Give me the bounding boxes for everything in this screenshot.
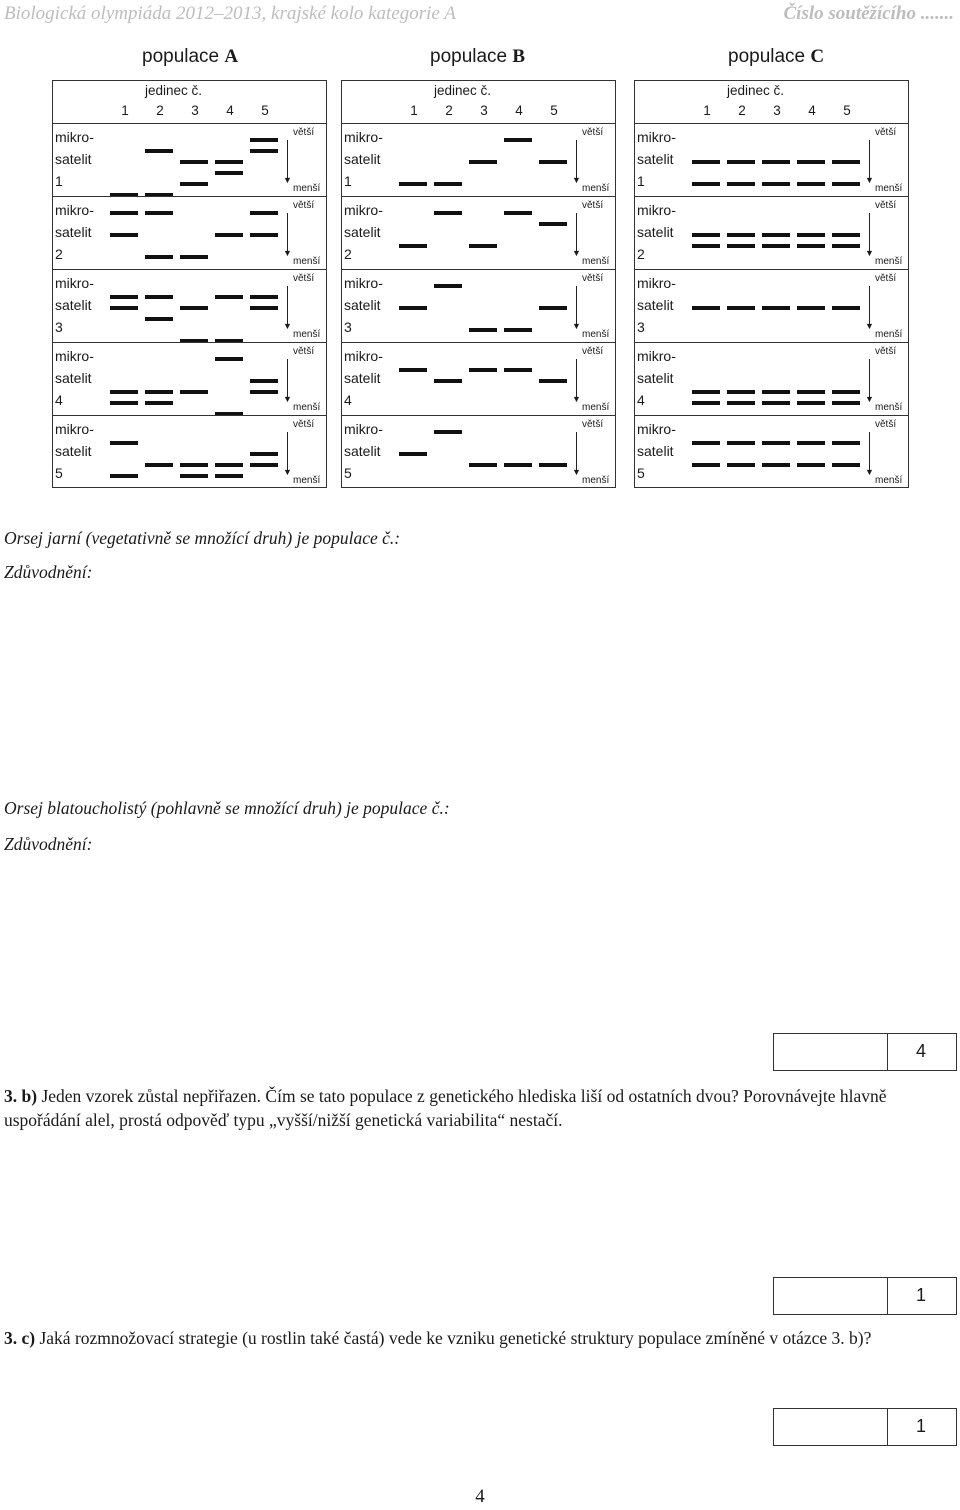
allele-band [180,390,208,394]
larger-label: větší [293,346,315,357]
allele-band [504,138,532,142]
microsatellite-row [635,415,908,488]
smaller-label: menší [293,402,321,413]
allele-band [504,368,532,372]
question-3b-text: Jeden vzorek zůstal nepřiřazen. Čím se tato populace z genetického hlediska liší od ostatních dvou? Porovnávejte hlavně uspořádání alel, prostá odpověď typu „vyšší/nižší genetická variabilita“ nestačí. [4,1086,887,1130]
allele-band [250,138,278,142]
microsatellite-label-line: mikro- [344,275,383,291]
microsatellite-number: 2 [344,246,352,262]
question-blatoucholisty [4,798,450,819]
microsatellite-number: 5 [55,465,63,481]
allele-band [797,463,825,467]
allele-band [145,295,173,299]
allele-band [250,390,278,394]
allele-band [762,244,790,248]
allele-band [434,211,462,215]
smaller-label: menší [293,183,321,194]
question-blatoucholisty-justification: Zdůvodnění: [4,834,93,854]
allele-band [832,441,860,445]
smaller-label: menší [875,475,903,486]
microsatellite-label [344,199,396,265]
allele-band [110,306,138,310]
smaller-label: menší [875,402,903,413]
microsatellite-label-line: mikro- [55,275,94,291]
allele-band [832,160,860,164]
arrow-down-icon: ▼ [865,248,874,258]
microsatellite-label-line: satelit [344,151,381,167]
arrow-down-icon: ▼ [865,175,874,185]
allele-band [692,182,720,186]
allele-band [180,463,208,467]
microsatellite-label [637,199,689,265]
arrow-down-icon: ▼ [572,394,581,404]
individual-number: 5 [843,103,851,118]
population-panel [52,80,327,488]
allele-band [727,441,755,445]
microsatellite-label-line: mikro- [55,348,94,364]
size-arrow [869,286,870,325]
allele-band [250,463,278,467]
allele-band [692,401,720,405]
microsatellite-label-line: satelit [55,443,92,459]
population-title [430,46,525,68]
larger-label: větší [293,127,315,138]
microsatellite-number: 1 [55,173,63,189]
microsatellite-number: 3 [344,319,352,335]
individual-number: 3 [480,103,488,118]
size-arrow [287,213,288,252]
microsatellite-label [344,126,396,192]
smaller-label: menší [875,183,903,194]
allele-band [727,244,755,248]
microsatellite-number: 3 [55,319,63,335]
microsatellite-label-line: satelit [637,297,674,313]
allele-band [469,160,497,164]
score-box-3c[interactable] [773,1277,957,1315]
allele-band [762,233,790,237]
individual-number: 3 [191,103,199,118]
allele-band [215,160,243,164]
allele-band [539,222,567,226]
arrow-down-icon: ▼ [572,175,581,185]
microsatellite-label [637,126,689,192]
arrow-down-icon: ▼ [283,248,292,258]
population-panel [341,80,616,488]
individual-header-label: jedinec č. [434,83,492,98]
size-arrow [869,359,870,398]
individual-number: 4 [808,103,816,118]
individual-number: 5 [550,103,558,118]
allele-band [434,430,462,434]
allele-band [399,306,427,310]
size-arrow [287,286,288,325]
microsatellite-label-line: mikro- [637,129,676,145]
allele-band [215,463,243,467]
microsatellite-row [53,269,326,342]
allele-band [250,295,278,299]
microsatellite-row [635,196,908,269]
microsatellite-number: 5 [344,465,352,481]
allele-band [797,160,825,164]
score-box-3b[interactable] [773,1033,957,1071]
allele-band [797,441,825,445]
individual-header-label: jedinec č. [727,83,785,98]
individual-number: 2 [445,103,453,118]
allele-band [399,452,427,456]
microsatellite-label-line: satelit [55,297,92,313]
allele-band [797,390,825,394]
allele-band [469,463,497,467]
allele-band [399,244,427,248]
score-box-final[interactable] [773,1408,957,1446]
microsatellite-label [55,272,107,338]
question-3c-text: Jaká rozmnožovací strategie (u rostlin také častá) vede ke vzniku genetické struktury populace zmíněné v otázce 3. b)? [35,1328,872,1348]
allele-band [692,233,720,237]
microsatellite-label-line: satelit [637,370,674,386]
microsatellite-label [55,199,107,265]
microsatellite-number: 2 [55,246,63,262]
allele-band [434,379,462,383]
allele-band [180,474,208,478]
allele-band [110,441,138,445]
allele-band [145,317,173,321]
allele-band [762,160,790,164]
size-arrow [287,140,288,179]
larger-label: větší [582,200,604,211]
allele-band [504,463,532,467]
allele-band [727,306,755,310]
header-left: Biologická olympiáda 2012–2013, krajské kolo kategorie A [4,3,456,24]
microsatellite-row [342,342,615,415]
arrow-down-icon: ▼ [865,394,874,404]
microsatellite-label [637,418,689,484]
smaller-label: menší [582,183,610,194]
size-arrow [869,140,870,179]
microsatellite-label-line: satelit [344,224,381,240]
allele-band [692,160,720,164]
individual-number: 4 [515,103,523,118]
allele-band [692,441,720,445]
individual-number: 1 [410,103,418,118]
allele-band [832,390,860,394]
allele-band [110,211,138,215]
microsatellite-number: 5 [637,465,645,481]
allele-band [469,244,497,248]
size-arrow [869,213,870,252]
larger-label: větší [582,273,604,284]
microsatellite-row [53,123,326,196]
allele-band [727,401,755,405]
individual-number: 1 [703,103,711,118]
allele-band [399,368,427,372]
question-blatoucholisty-prompt: Orsej blatoucholistý (pohlavně se množící druh) je populace č.: [4,798,450,818]
allele-band [250,149,278,153]
allele-band [110,474,138,478]
arrow-down-icon: ▼ [283,394,292,404]
question-3c [4,1326,959,1350]
microsatellite-label [637,345,689,411]
allele-band [250,379,278,383]
microsatellite-label-line: mikro- [637,348,676,364]
allele-band [727,463,755,467]
microsatellite-label-line: satelit [637,151,674,167]
allele-band [145,255,173,259]
allele-band [539,160,567,164]
arrow-down-icon: ▼ [572,321,581,331]
microsatellite-label-line: mikro- [637,421,676,437]
microsatellite-label-line: satelit [344,370,381,386]
allele-band [727,390,755,394]
smaller-label: menší [875,256,903,267]
allele-band [504,211,532,215]
allele-band [832,244,860,248]
microsatellite-row [342,269,615,342]
size-arrow [576,286,577,325]
population-title [728,46,824,68]
population-letter: B [512,46,526,67]
allele-band [145,149,173,153]
allele-band [797,233,825,237]
allele-band [434,284,462,288]
smaller-label: menší [293,329,321,340]
allele-band [832,233,860,237]
smaller-label: menší [875,329,903,340]
population-letter: A [224,46,239,67]
allele-band [145,211,173,215]
arrow-down-icon: ▼ [283,467,292,477]
allele-band [692,306,720,310]
population-prefix: populace [430,46,508,67]
arrow-down-icon: ▼ [572,467,581,477]
allele-band [180,255,208,259]
larger-label: větší [875,127,897,138]
size-arrow [576,213,577,252]
microsatellite-label [637,272,689,338]
population-panel [634,80,909,488]
individual-number: 1 [121,103,129,118]
allele-band [180,306,208,310]
allele-band [215,233,243,237]
microsatellite-label-line: mikro- [344,202,383,218]
microsatellite-label-line: mikro- [55,202,94,218]
microsatellite-label [344,418,396,484]
microsatellite-row [342,123,615,196]
smaller-label: menší [582,475,610,486]
microsatellite-label [55,418,107,484]
question-3b-number: 3. b) [4,1086,38,1106]
microsatellite-number: 4 [637,392,645,408]
larger-label: větší [293,419,315,430]
larger-label: větší [582,127,604,138]
allele-band [727,233,755,237]
microsatellite-label-line: mikro- [55,421,94,437]
microsatellite-label [55,126,107,192]
allele-band [797,244,825,248]
allele-band [762,182,790,186]
individual-number: 2 [156,103,164,118]
allele-band [797,306,825,310]
header-right: Číslo soutěžícího ....... [783,3,954,24]
allele-band [797,182,825,186]
microsatellite-row [342,196,615,269]
arrow-down-icon: ▼ [283,175,292,185]
allele-band [762,441,790,445]
microsatellite-number: 4 [55,392,63,408]
allele-band [180,160,208,164]
microsatellite-label [344,345,396,411]
arrow-down-icon: ▼ [283,321,292,331]
microsatellite-label-line: mikro- [344,348,383,364]
allele-band [250,233,278,237]
allele-band [110,401,138,405]
microsatellite-row [342,415,615,488]
microsatellite-row [53,196,326,269]
allele-band [180,182,208,186]
smaller-label: menší [582,402,610,413]
allele-band [250,211,278,215]
smaller-label: menší [582,329,610,340]
population-title [142,46,238,68]
page-number: 4 [475,1486,485,1507]
microsatellite-label-line: satelit [55,224,92,240]
size-arrow [576,359,577,398]
allele-band [832,463,860,467]
population-letter: C [810,46,825,67]
larger-label: větší [875,419,897,430]
size-arrow [576,140,577,179]
arrow-down-icon: ▼ [865,321,874,331]
allele-band [797,401,825,405]
microsatellite-label-line: mikro- [55,129,94,145]
larger-label: větší [582,346,604,357]
microsatellite-row [635,342,908,415]
microsatellite-number: 3 [637,319,645,335]
allele-band [110,295,138,299]
microsatellite-row [53,342,326,415]
microsatellite-label-line: satelit [55,151,92,167]
microsatellite-label-line: mikro- [637,202,676,218]
allele-band [215,474,243,478]
allele-band [727,182,755,186]
score-points-3c: 1 [916,1285,927,1305]
allele-band [469,368,497,372]
allele-band [832,306,860,310]
individual-number: 3 [773,103,781,118]
microsatellite-row [635,123,908,196]
allele-band [692,390,720,394]
allele-band [110,390,138,394]
microsatellite-label-line: satelit [637,443,674,459]
individual-number: 2 [738,103,746,118]
allele-band [250,306,278,310]
question-jarni-prompt: Orsej jarní (vegetativně se množící druh) je populace č.: [4,528,401,548]
question-jarni [4,528,400,549]
smaller-label: menší [582,256,610,267]
allele-band [469,328,497,332]
allele-band [762,401,790,405]
larger-label: větší [293,200,315,211]
allele-band [762,390,790,394]
allele-band [110,233,138,237]
allele-band [434,182,462,186]
smaller-label: menší [293,256,321,267]
allele-band [539,306,567,310]
allele-band [762,463,790,467]
microsatellite-label-line: mikro- [344,421,383,437]
allele-band [399,182,427,186]
allele-band [727,160,755,164]
allele-band [215,295,243,299]
microsatellite-label-line: mikro- [637,275,676,291]
microsatellite-label-line: satelit [344,443,381,459]
question-jarni-justification: Zdůvodnění: [4,562,93,582]
microsatellite-label-line: mikro- [344,129,383,145]
allele-band [692,463,720,467]
score-points-3b: 4 [916,1041,927,1061]
microsatellite-row [53,415,326,488]
microsatellite-label [344,272,396,338]
larger-label: větší [293,273,315,284]
microsatellite-number: 1 [344,173,352,189]
individual-number: 4 [226,103,234,118]
size-arrow [869,432,870,471]
arrow-down-icon: ▼ [572,248,581,258]
microsatellite-number: 1 [637,173,645,189]
score-points-final: 1 [916,1416,927,1436]
allele-band [762,306,790,310]
microsatellite-label [55,345,107,411]
microsatellite-label-line: satelit [637,224,674,240]
microsatellite-row [635,269,908,342]
individual-header-label: jedinec č. [145,83,203,98]
allele-band [832,182,860,186]
allele-band [215,357,243,361]
question-3b [4,1084,959,1132]
allele-band [832,401,860,405]
individual-number: 5 [261,103,269,118]
microsatellite-number: 4 [344,392,352,408]
size-arrow [576,432,577,471]
allele-band [504,328,532,332]
allele-band [145,463,173,467]
arrow-down-icon: ▼ [865,467,874,477]
smaller-label: menší [293,475,321,486]
allele-band [145,401,173,405]
larger-label: větší [875,200,897,211]
allele-band [250,452,278,456]
question-3c-number: 3. c) [4,1328,36,1348]
allele-band [215,171,243,175]
microsatellite-label-line: satelit [344,297,381,313]
allele-band [145,390,173,394]
population-prefix: populace [728,46,806,67]
allele-band [692,244,720,248]
population-prefix: populace [142,46,220,67]
allele-band [539,463,567,467]
larger-label: větší [875,273,897,284]
allele-band [539,379,567,383]
size-arrow [287,359,288,398]
larger-label: větší [875,346,897,357]
size-arrow [287,432,288,471]
microsatellite-label-line: satelit [55,370,92,386]
microsatellite-number: 2 [637,246,645,262]
larger-label: větší [582,419,604,430]
